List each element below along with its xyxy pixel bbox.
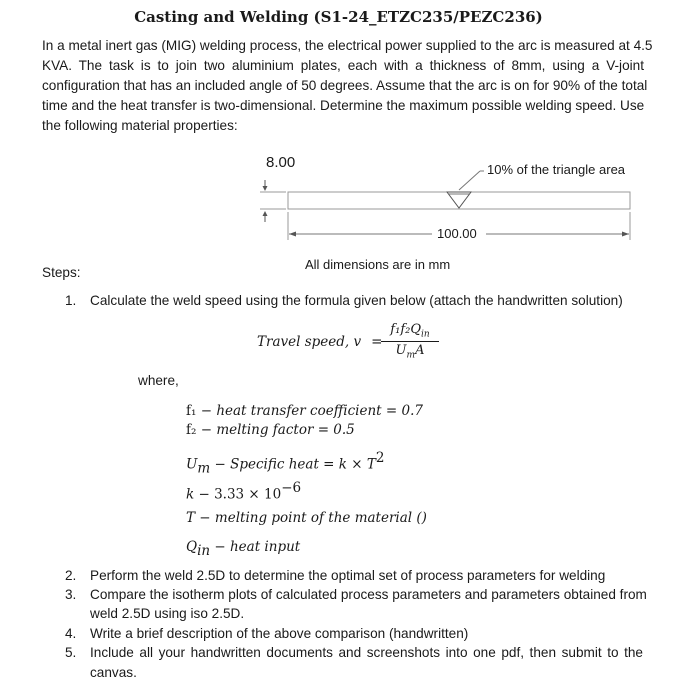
intro-line: In a metal inert gas (MIG) welding process, the electrical power supplied to the arc is measured at 4.5: [42, 38, 653, 53]
width-label: 100.00: [437, 226, 477, 241]
definition-symbol: k: [186, 486, 195, 503]
step-text: Perform the weld 2.5D to determine the optimal set of process parameters for welding: [90, 568, 606, 583]
thickness-arrowhead-top: [263, 186, 268, 191]
definition-superscript: −6: [281, 480, 302, 496]
step-text-continued: weld 2.5D using iso 2.5D.: [90, 606, 245, 621]
step-number: 5.: [65, 645, 77, 660]
formula-equals: =: [371, 334, 383, 350]
definition-symbol: U: [186, 456, 198, 473]
definition-text: − melting factor = 0.5: [196, 422, 355, 438]
definition-text: − heat input: [210, 539, 301, 555]
definition-symbol: f₂: [186, 422, 197, 438]
definition-subscript: in: [197, 543, 211, 560]
step-number: 3.: [65, 587, 77, 602]
formula-denominator: [381, 342, 439, 361]
where-label: where,: [138, 373, 179, 388]
steps-heading: Steps:: [42, 265, 81, 280]
definition-text: − heat transfer coefficient = 0.7: [196, 403, 423, 419]
definition-symbol: f₁: [186, 403, 197, 419]
step-number: 4.: [65, 626, 77, 641]
note-leader: [459, 171, 480, 190]
definition-um: [186, 450, 384, 477]
definition-superscript: 2: [375, 450, 385, 466]
thickness-label: 8.00: [266, 154, 296, 171]
denominator-symbol: U: [395, 342, 407, 358]
thickness-arrowhead-bottom: [263, 211, 268, 216]
denominator-subscript: m: [406, 350, 416, 361]
definition-k: [186, 480, 301, 503]
formula-numerator: [381, 322, 439, 342]
formula-lhs-text: Travel speed, v: [257, 334, 362, 350]
intro-line: configuration that has an included angle of 50 degrees. Assume that the arc is on for 90% of the total: [42, 78, 648, 93]
intro-line: KVA. The task is to join two aluminium plates, each with a thickness of 8mm, using a V-joint: [42, 58, 644, 73]
definition-text: − melting point of the material (): [195, 510, 427, 526]
dimension-note: All dimensions are in mm: [305, 257, 451, 272]
formula-lhs: [257, 333, 382, 351]
definition-t: [186, 509, 427, 527]
width-arrowhead-left: [289, 232, 296, 237]
numerator-subscript: in: [421, 329, 430, 340]
definition-qin: [186, 538, 300, 559]
step-text: Calculate the weld speed using the formula given below (attach the handwritten solution): [90, 293, 623, 308]
problem-statement: [42, 36, 653, 136]
weld-area-note: 10% of the triangle area: [487, 162, 626, 177]
definition-f1: [186, 402, 423, 420]
intro-line: the following material properties:: [42, 118, 238, 133]
page-title: Casting and Welding (S1-24_ETZC235/PEZC236): [134, 8, 543, 26]
width-arrowhead-right: [622, 232, 629, 237]
denominator-tail: A: [415, 342, 425, 358]
step-text-continued: canvas.: [90, 665, 137, 680]
definition-subscript: m: [197, 460, 211, 477]
step-number: 1.: [65, 293, 77, 308]
definition-symbol: Q: [186, 539, 198, 555]
definition-text: − Specific heat = k × T: [210, 456, 376, 473]
intro-line: time and the heat transfer is two-dimensional. Determine the maximum possible welding speed. Use: [42, 98, 645, 113]
definition-symbol: T: [186, 510, 196, 526]
step-number: 2.: [65, 568, 77, 583]
step-text: Include all your handwritten documents and screenshots into one pdf, then submit to the: [90, 645, 643, 660]
formula-fraction: [381, 322, 439, 360]
plate-outline: [288, 192, 630, 209]
step-text: Write a brief description of the above comparison (handwritten): [90, 626, 469, 641]
definition-f2: [186, 421, 355, 439]
numerator-symbols: f₁f₂Q: [390, 322, 422, 337]
definition-text: − 3.33 × 10: [194, 486, 282, 503]
step-text: Compare the isotherm plots of calculated process parameters and parameters obtained from: [90, 587, 647, 602]
